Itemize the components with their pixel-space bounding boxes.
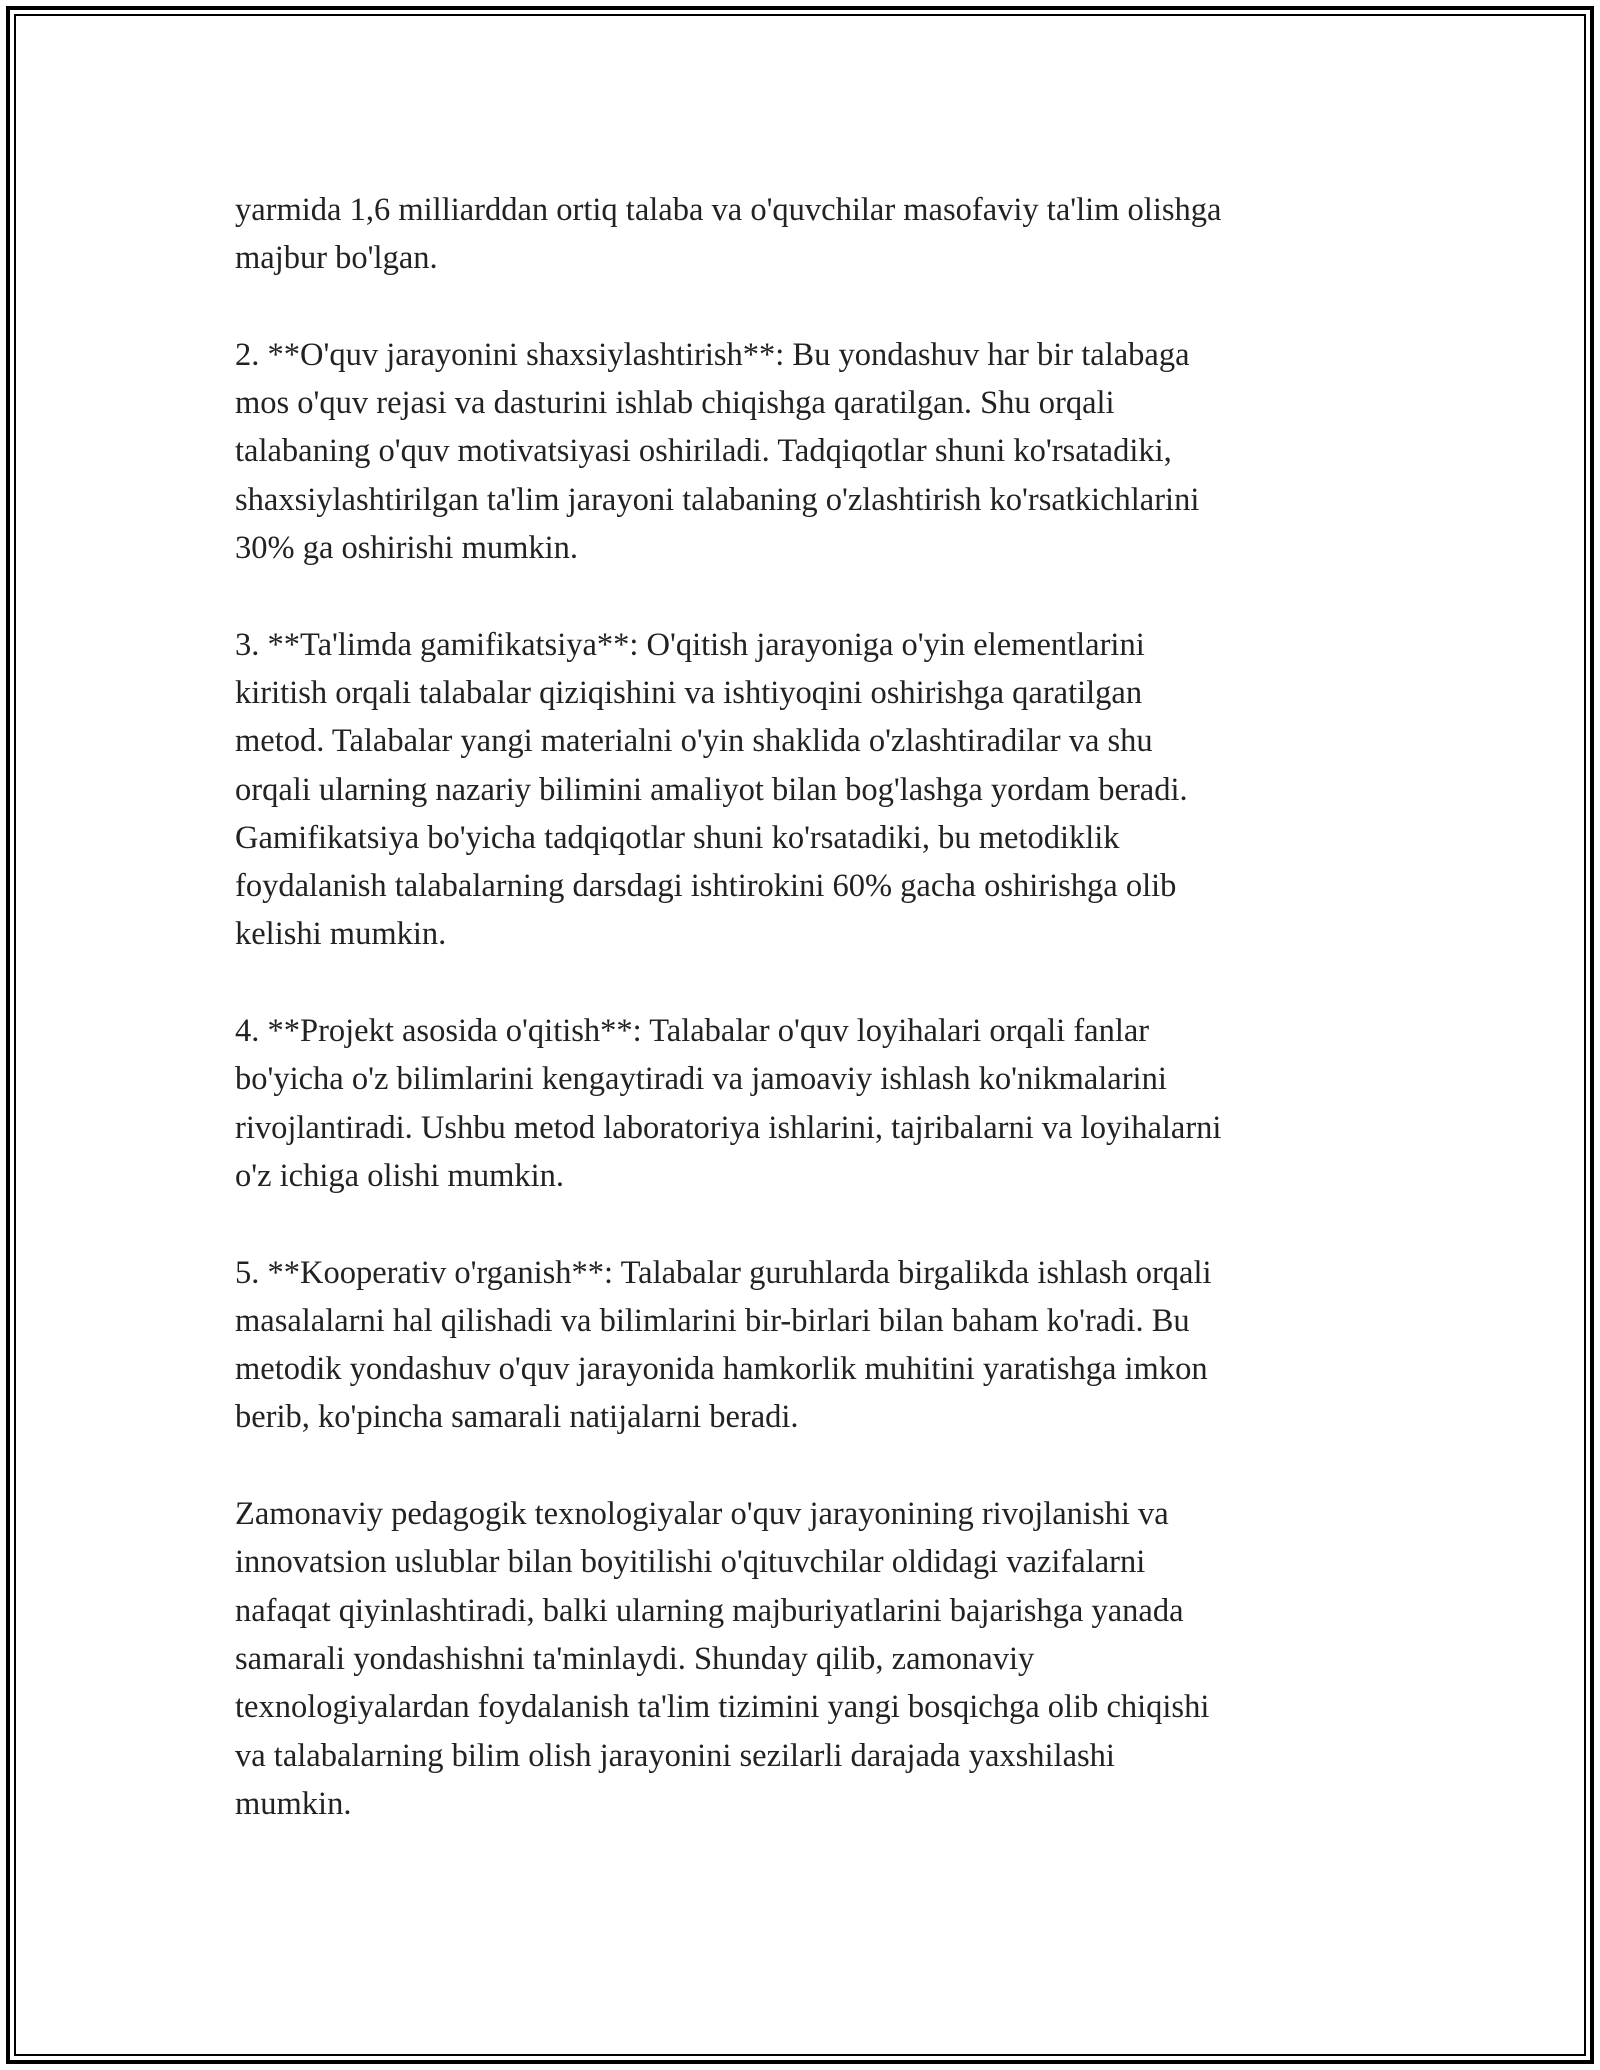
text-line: masalalarni hal qilishadi va bilimlarini bir-birlari bilan baham ko'radi. Bu xyxy=(235,1302,1190,1339)
text-line: yarmida 1,6 milliarddan ortiq talaba va o'quvchilar masofaviy ta'lim olishga xyxy=(235,192,1222,228)
text-line: kelishi mumkin. xyxy=(235,916,447,953)
text-line: samarali yondashishni ta'minlaydi. Shunday qilib, zamonaviy xyxy=(235,1640,1035,1677)
text-line: 30% ga oshirishi mumkin. xyxy=(235,530,579,567)
text-line: kiritish orqali talabalar qiziqishini va ishtiyoqini oshirishga qaratilgan xyxy=(235,674,1143,711)
text-line: 3. **Ta'limda gamifikatsiya**: O'qitish jarayoniga o'yin elementlarini xyxy=(235,626,1145,663)
text-line: metodik yondashuv o'quv jarayonida hamkorlik muhitini yaratishga imkon xyxy=(235,1351,1208,1388)
text-line: shaxsiylashtirilgan ta'lim jarayoni talabaning o'zlashtirish ko'rsatkichlarini xyxy=(235,481,1200,518)
text-line: Zamonaviy pedagogik texnologiyalar o'quv jarayonining rivojlanishi va xyxy=(235,1496,1169,1533)
text-line: nafaqat qiyinlashtiradi, balki ularning majburiyatlarini bajarishga yanada xyxy=(235,1592,1184,1629)
text-line: o'z ichiga olishi mumkin. xyxy=(235,1157,565,1194)
text-line: Gamifikatsiya bo'yicha tadqiqotlar shuni ko'rsatadiki, bu metodiklik xyxy=(235,819,1120,856)
text-line: innovatsion uslublar bilan boyitilishi o'qituvchilar oldidagi vazifalarni xyxy=(235,1544,1146,1581)
text-line: 2. **O'quv jarayonini shaxsiylashtirish**: Bu yondashuv har bir talabaga xyxy=(235,336,1190,373)
text-line: bo'yicha o'z bilimlarini kengaytiradi va jamoaviy ishlash ko'nikmalarini xyxy=(235,1061,1167,1098)
text-line: texnologiyalardan foydalanish ta'lim tizimini yangi bosqichga olib chiqishi xyxy=(235,1689,1210,1726)
text-line: mumkin. xyxy=(235,1785,352,1822)
text-line: metod. Talabalar yangi materialni o'yin shaklida o'zlashtiradilar va shu xyxy=(235,723,1153,760)
text-line: va talabalarning bilim olish jarayonini sezilarli darajada yaxshilashi xyxy=(235,1737,1115,1774)
text-line: orqali ularning nazariy bilimini amaliyot bilan bog'lashga yordam beradi. xyxy=(235,771,1188,808)
text-line: mos o'quv rejasi va dasturini ishlab chiqishga qaratilgan. Shu orqali xyxy=(235,385,1115,422)
paragraph-item-2 xyxy=(235,331,1365,572)
paragraph-item-5 xyxy=(235,1249,1365,1442)
text-line: foydalanish talabalarning darsdagi ishtirokini 60% gacha oshirishga olib xyxy=(235,868,1177,905)
text-line: berib, ko'pincha samarali natijalarni beradi. xyxy=(235,1399,799,1436)
paragraph-item-3 xyxy=(235,621,1365,959)
text-line: majbur bo'lgan. xyxy=(235,240,438,277)
paragraph-intro-continuation xyxy=(235,186,1365,283)
text-line: talabaning o'quv motivatsiyasi oshiriladi. Tadqiqotlar shuni ko'rsatadiki, xyxy=(235,433,1172,470)
text-line: rivojlantiradi. Ushbu metod laboratoriya ishlarini, tajribalarni va loyihalarni xyxy=(235,1109,1222,1146)
paragraph-item-4 xyxy=(235,1007,1365,1200)
text-line: 4. **Projekt asosida o'qitish**: Talabalar o'quv loyihalari orqali fanlar xyxy=(235,1013,1150,1050)
document-body xyxy=(235,186,1365,1828)
paragraph-conclusion xyxy=(235,1490,1365,1828)
text-line: 5. **Kooperativ o'rganish**: Talabalar guruhlarda birgalikda ishlash orqali xyxy=(235,1254,1212,1291)
